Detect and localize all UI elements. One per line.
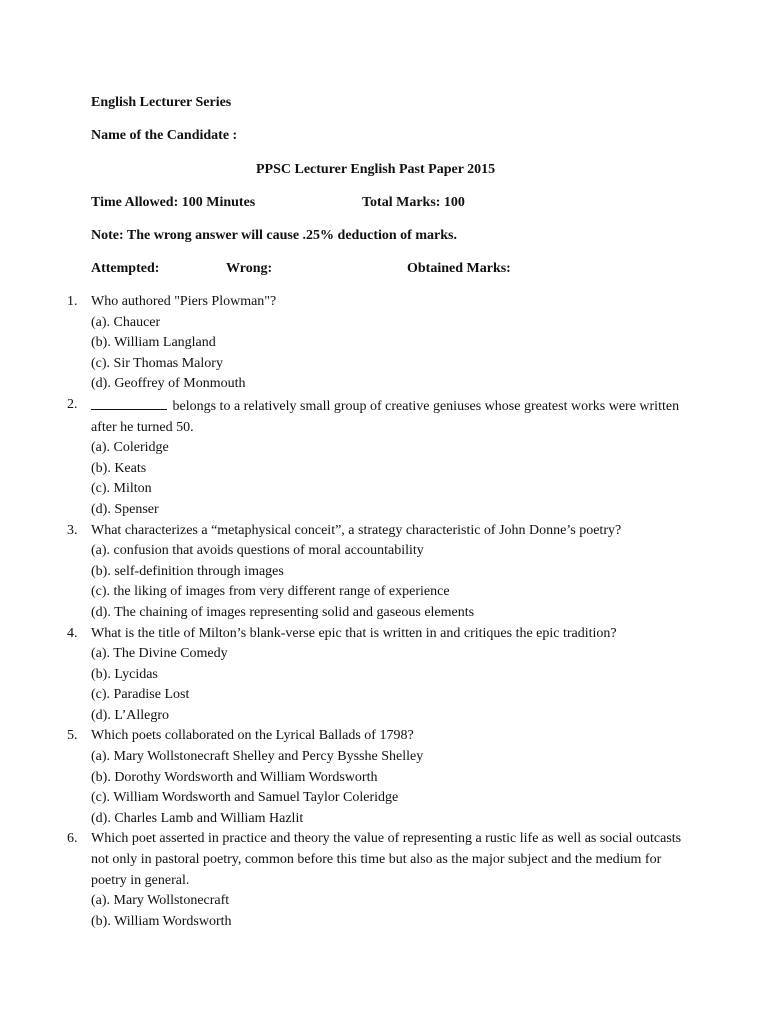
question-number: 3. [67,522,78,538]
obtained-marks-label: Obtained Marks: [407,261,511,276]
option: (a). Mary Wollstonecraft [91,893,230,909]
question-1 [0,292,691,395]
option: (b). Keats [91,460,147,476]
option: (b). William Wordsworth [91,913,232,929]
total-marks: Total Marks: 100 [362,195,465,210]
option: (b). William Langland [91,335,216,351]
candidate-name-label: Name of the Candidate : [91,128,238,143]
option: (b). Lycidas [91,666,158,682]
question-5 [0,726,691,829]
question-3 [0,521,691,624]
option: (c). Sir Thomas Malory [91,355,223,371]
question-text: What characterizes a “metaphysical conceit”, a strategy characteristic of John Donne’s poetry? [91,522,622,538]
option: (a). Coleridge [91,440,169,456]
attempted-label: Attempted: [91,261,160,276]
option: (c). the liking of images from very different range of experience [91,584,450,600]
question-text: Which poets collaborated on the Lyrical Ballads of 1798? [91,728,414,744]
option: (c). Milton [91,481,152,497]
question-4 [0,624,691,727]
paper-title: PPSC Lecturer English Past Paper 2015 [256,162,496,177]
question-text: belongs to a relatively small group of creative geniuses whose greatest works were written after he turned 50. [91,398,680,435]
series-heading: English Lecturer Series [91,95,232,110]
question-text: Who authored "Piers Plowman"? [91,294,277,309]
option: (b). self-definition through images [91,563,284,579]
option: (a). The Divine Comedy [91,646,228,662]
option: (d). Spenser [91,501,159,517]
option: (a). confusion that avoids questions of moral accountability [91,543,424,559]
question-text: Which poet asserted in practice and theory the value of representing a rustic life as well as social outcasts not only in pastoral poetry, common before this time but also as the major subject and the medium for poetry in general. [91,831,682,888]
question-list [0,292,768,932]
option: (b). Dorothy Wordsworth and William Wordsworth [91,769,378,785]
option: (d). The chaining of images representing solid and gaseous elements [91,604,475,620]
question-number: 4. [67,625,78,641]
option: (a). Mary Wollstonecraft Shelley and Percy Bysshe Shelley [91,749,424,765]
option: (d). L’Allegro [91,707,170,723]
option: (d). Charles Lamb and William Hazlit [91,810,304,826]
question-6 [0,829,691,932]
question-text-wrapper [91,395,691,438]
question-text: What is the title of Milton’s blank-verse epic that is written in and critiques the epic tradition? [91,625,617,641]
question-number: 6. [67,831,78,847]
question-2 [0,395,691,521]
option: (c). William Wordsworth and Samuel Taylor Coleridge [91,790,399,806]
question-number: 1. [67,294,78,309]
question-number: 5. [67,728,78,744]
option: (a). Chaucer [91,314,161,330]
note: Note: The wrong answer will cause .25% deduction of marks. [91,228,457,243]
question-number: 2. [67,396,78,412]
option: (d). Geoffrey of Monmouth [91,376,246,392]
time-allowed: Time Allowed: 100 Minutes [91,195,256,210]
option: (c). Paradise Lost [91,687,190,703]
wrong-label: Wrong: [226,261,273,276]
answer-blank [91,395,167,410]
